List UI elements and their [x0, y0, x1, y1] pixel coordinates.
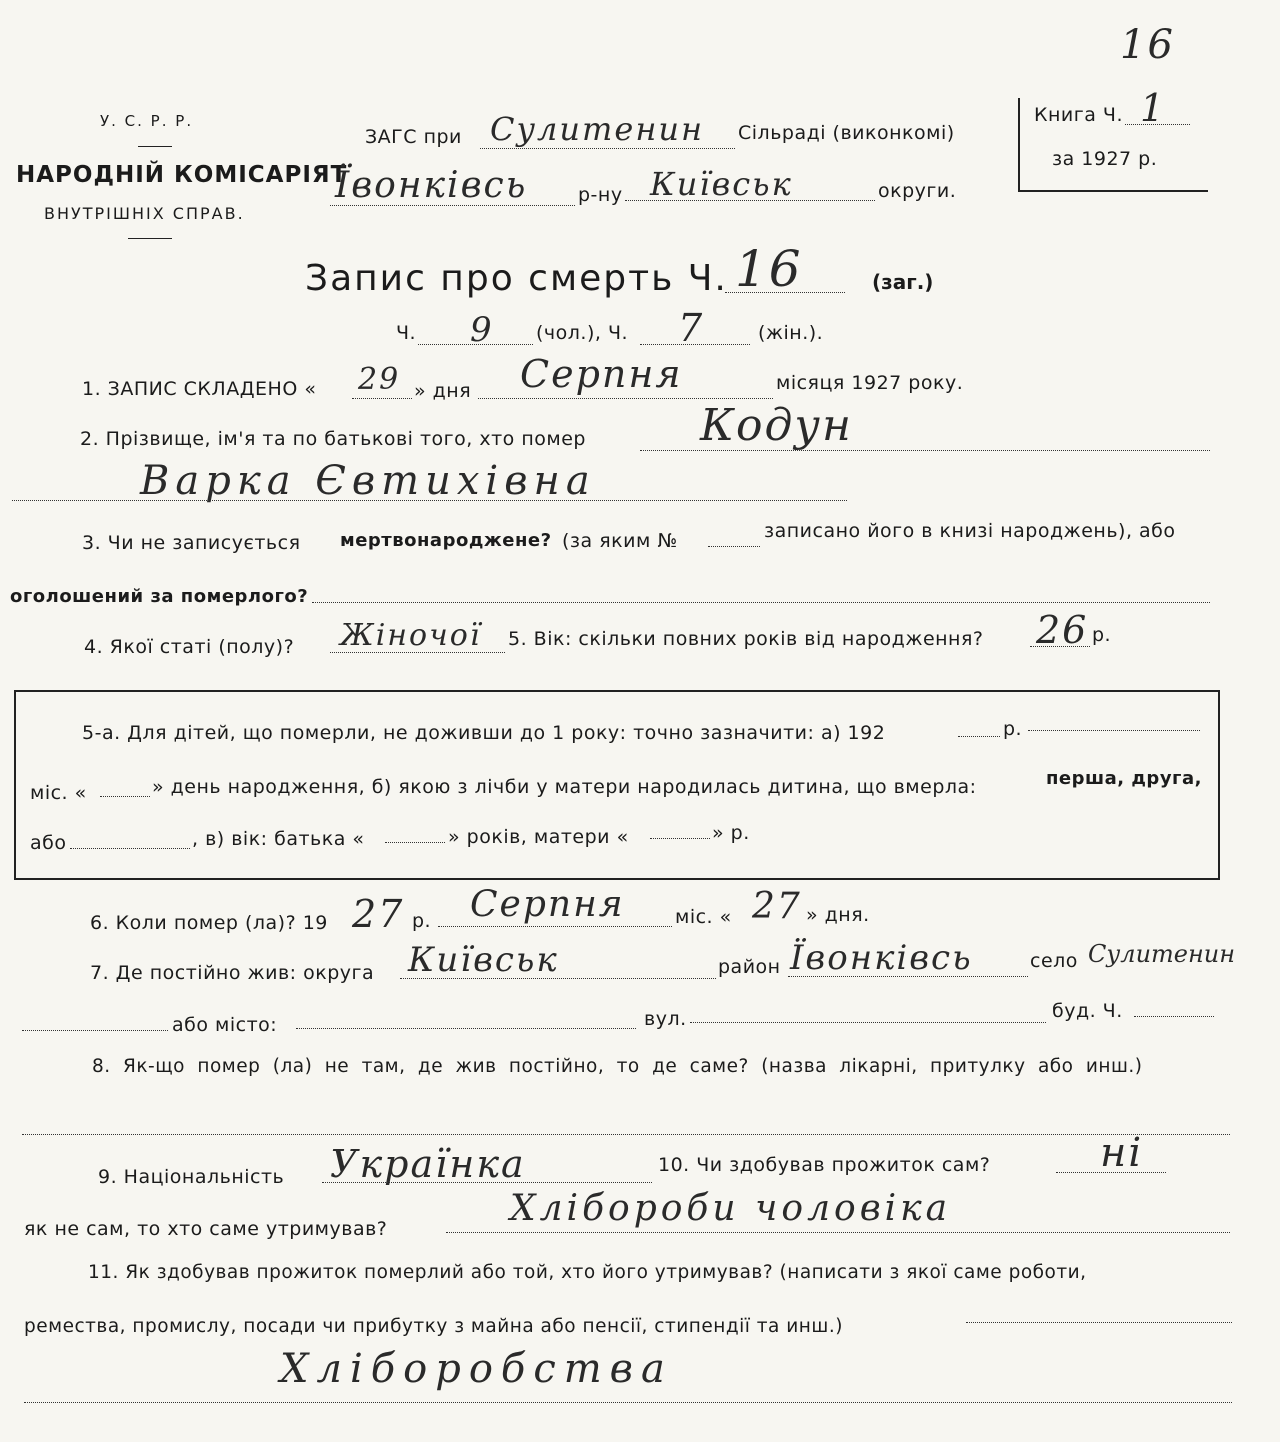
item5a-line1: 5-а. Для дітей, що померли, не доживши до 1 року: точно зазначити: а) 192	[82, 722, 886, 744]
item10-answer: ні	[1100, 1130, 1144, 1176]
item9-nationality: Українка	[330, 1142, 526, 1186]
item5a-or-dots	[70, 848, 190, 849]
item9-label: 9. Національність	[98, 1166, 285, 1188]
item9-nationality-dots	[322, 1182, 652, 1183]
item7-selo-label: село	[1030, 950, 1078, 972]
item5-age-dots	[1030, 646, 1090, 647]
record-title-suffix: (заг.)	[872, 270, 934, 294]
item7-label: 7. Де постійно жив: округа	[90, 962, 375, 984]
count-male: 9	[470, 310, 494, 350]
item10-label: 10. Чи здобував прожиток сам?	[658, 1154, 991, 1176]
item5a-line3a: або	[30, 832, 67, 854]
count-male-dots	[418, 344, 533, 345]
item11-line2-dots	[966, 1322, 1232, 1323]
item10-line2: як не сам, то хто саме утримував?	[24, 1218, 388, 1240]
book-number-dots	[1125, 124, 1190, 125]
book-label: Книга Ч.	[1034, 104, 1123, 126]
item5a-line1-tail-dots	[1028, 730, 1200, 731]
item1-month-dots	[478, 398, 773, 399]
item5a-line3c: » років, матери «	[448, 826, 629, 848]
commissariat-title: НАРОДНІЙ КОМІСАРІЯТ	[16, 162, 348, 188]
count-female: 7	[678, 306, 705, 350]
corner-page-number: 16	[1120, 22, 1175, 68]
item11-line2: ремества, промислу, посади чи прибутку з майна або пенсії, стипендії та инш.)	[24, 1316, 843, 1337]
item7-misto-pre-dots	[22, 1030, 168, 1031]
book-box	[1018, 98, 1020, 190]
item5-age-label: 5. Вік: скільки повних років від народження?	[508, 628, 984, 650]
count-ch-label: Ч.	[396, 322, 417, 344]
item5a-mother-dots	[650, 838, 710, 839]
item6-mis: міс. «	[675, 906, 732, 928]
zags-village-dots	[480, 148, 735, 149]
item5a-line2b: » день народження, б) якою з лічби у матери народилась дитина, що вмерла:	[152, 776, 977, 798]
item4-sex-dots	[330, 652, 505, 653]
item5a-birth-order: перша, друга,	[1046, 768, 1202, 789]
item7-bud-dots	[1134, 1016, 1214, 1017]
item7-rayon: Ївонківсь	[790, 938, 973, 978]
item3-declared-dead: оголошений за померлого?	[10, 586, 309, 607]
item3-line2-dots	[312, 602, 1210, 603]
zags-prefix: ЗАГС при	[365, 126, 462, 148]
zags-okruha-dots	[625, 200, 875, 201]
item7-selo: Сулитенин	[1088, 940, 1236, 968]
item11-line1: 11. Як здобував прожиток померлий або той, хто його утримував? (написати з якої саме роботи,	[88, 1262, 1087, 1283]
item8-text: 8. Як-що помер (ла) не там, де жив постійно, то де саме? (назва лікарні, притулку або инш.)	[92, 1056, 1143, 1077]
count-male-label: (чол.), Ч.	[536, 322, 629, 344]
item5a-line3d: » р.	[712, 822, 750, 844]
item2-label: 2. Прізвище, ім'я та по батькові того, хто помер	[80, 428, 586, 450]
record-number: 16	[735, 240, 803, 298]
record-title: Запис про смерть Ч.	[305, 258, 728, 299]
item3-stillborn: мертвонароджене?	[340, 530, 552, 551]
item2-name: Варка Євтихівна	[140, 458, 596, 504]
item1-month: Серпня	[520, 352, 683, 396]
record-number-dots	[725, 292, 845, 293]
item3-line1d: записано його в книзі народжень), або	[764, 520, 1176, 542]
item3-number-dots	[708, 546, 760, 547]
item6-r: р.	[412, 910, 432, 932]
zags-village-handwritten: Сулитенин	[490, 110, 705, 148]
item2-surname-dots	[640, 450, 1210, 451]
header-divider-1	[138, 146, 172, 147]
item1-day: 29	[358, 362, 401, 397]
item5-age-unit: р.	[1092, 624, 1112, 646]
item7-okruha: Київськ	[408, 940, 559, 980]
item10-answer-dots	[1056, 1172, 1166, 1173]
item1-label: 1. ЗАПИС СКЛАДЕНО «	[82, 378, 317, 400]
item6-month-dots	[438, 926, 672, 927]
item7-rayon-dots	[788, 976, 1028, 977]
count-female-dots	[640, 344, 750, 345]
department-label: ВНУТРІШНІХ СПРАВ.	[44, 204, 245, 223]
item3-line1c: (за яким №	[562, 530, 678, 552]
zags-okruha-handwritten: Київськ	[650, 165, 793, 203]
item1-day-dots	[352, 398, 412, 399]
book-box-bottom	[1018, 190, 1208, 192]
item4-label: 4. Якої статі (полу)?	[84, 636, 295, 658]
item1-tail: місяця 1927 року.	[776, 372, 964, 394]
book-number: 1	[1140, 86, 1167, 130]
item11-answer: Хліборобства	[280, 1346, 673, 1392]
item7-misto-dots	[296, 1028, 636, 1029]
item5a-line3b: , в) вік: батька «	[192, 828, 365, 850]
zags-district-handwritten: Ївонківсь	[335, 165, 528, 206]
item3-line1a: 3. Чи не записується	[82, 532, 301, 554]
item5a-month-dots	[100, 796, 150, 797]
item6-year: 27	[352, 892, 405, 936]
item6-day: 27	[752, 886, 802, 927]
count-female-label: (жін.).	[758, 322, 824, 344]
item5-age: 26	[1036, 608, 1089, 652]
item5a-line1-end: р.	[1003, 718, 1023, 740]
item7-misto-label: або місто:	[172, 1014, 278, 1036]
book-year: за 1927 р.	[1052, 148, 1158, 170]
republic-label: У. С. Р. Р.	[100, 112, 194, 130]
item10-keeper: Хлібороби чоловіка	[510, 1188, 952, 1229]
zags-district-dots	[330, 205, 575, 206]
item5a-line2a: міс. «	[30, 782, 87, 804]
header-divider-2	[128, 238, 172, 239]
item10-keeper-dots	[446, 1232, 1230, 1233]
zags-suffix: Сільраді (виконкомі)	[738, 122, 955, 144]
item5a-father-dots	[385, 842, 445, 843]
item5a-year-dots	[958, 736, 1000, 737]
zags-okruha-label: округи.	[878, 180, 957, 202]
item2-surname: Кодун	[700, 400, 853, 451]
item6-label: 6. Коли помер (ла)? 19	[90, 912, 328, 934]
item4-sex: Жіночої	[340, 618, 482, 653]
item8-dots	[22, 1134, 1230, 1135]
item7-rayon-label: район	[718, 956, 781, 978]
item11-answer-dots	[24, 1402, 1232, 1403]
item7-vul-dots	[690, 1022, 1046, 1023]
item7-vul-label: вул.	[644, 1008, 687, 1030]
item6-month: Серпня	[470, 884, 625, 925]
item1-mid: » дня	[414, 380, 472, 402]
zags-district-label: р-ну	[578, 184, 623, 206]
item7-okruha-dots	[400, 978, 716, 979]
item6-day-end: » дня.	[806, 904, 870, 926]
item2-name-dots	[12, 500, 847, 501]
item7-bud-label: буд. Ч.	[1052, 1000, 1123, 1022]
